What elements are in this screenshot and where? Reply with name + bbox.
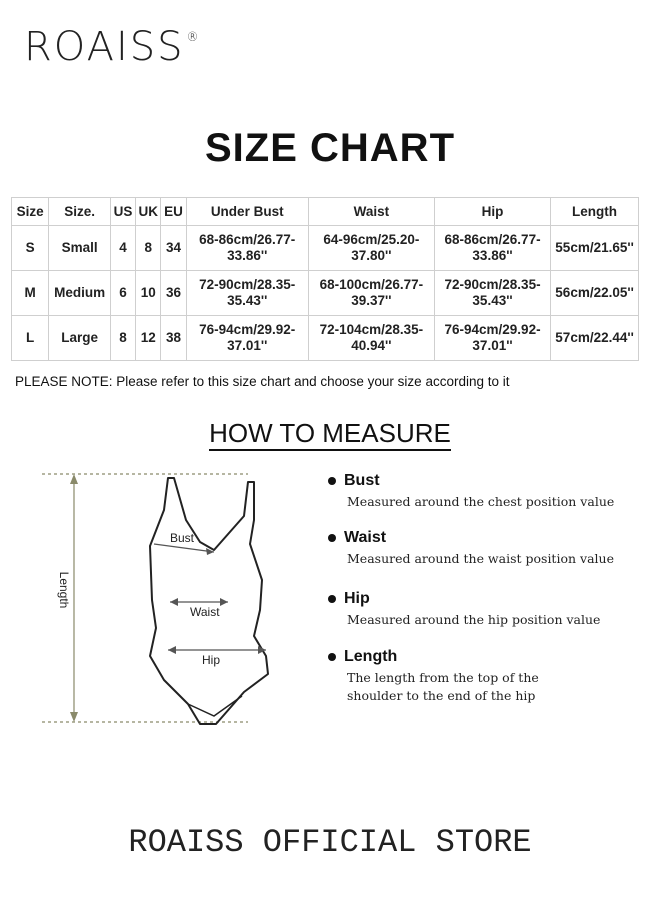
table-cell: Medium — [49, 271, 111, 316]
table-cell: 72-90cm/28.35-35.43'' — [434, 271, 550, 316]
legend-title: Bust — [344, 472, 380, 489]
col-header: Size. — [49, 198, 111, 226]
bodysuit-outline — [150, 478, 268, 724]
table-cell: 38 — [161, 316, 186, 361]
table-cell: S — [12, 226, 49, 271]
col-header: US — [110, 198, 135, 226]
table-cell: 12 — [136, 316, 161, 361]
legend-desc: The length from the top of the shoulder to the end of the hip — [347, 670, 539, 703]
table-cell: 36 — [161, 271, 186, 316]
col-header: UK — [136, 198, 161, 226]
table-row — [12, 226, 639, 271]
table-cell: 8 — [110, 316, 135, 361]
table-cell: 76-94cm/29.92-37.01'' — [434, 316, 550, 361]
table-cell: M — [12, 271, 49, 316]
bullet-icon — [328, 477, 336, 485]
table-cell: 72-90cm/28.35-35.43'' — [186, 271, 308, 316]
table-cell: 56cm/22.05'' — [551, 271, 639, 316]
table-cell: Large — [49, 316, 111, 361]
waist-arrow-right — [220, 598, 228, 606]
brand-logo — [24, 24, 201, 70]
table-header-row — [12, 198, 639, 226]
leg-opening — [188, 696, 242, 716]
how-to-measure-title — [0, 418, 660, 449]
waist-arrow-left — [170, 598, 178, 606]
legend-length — [328, 648, 598, 705]
bodysuit-diagram — [30, 460, 290, 740]
table-cell: 6 — [110, 271, 135, 316]
table-cell: 68-86cm/26.77-33.86'' — [186, 226, 308, 271]
legend-desc: Measured around the hip position value — [347, 612, 601, 627]
col-header: Under Bust — [186, 198, 308, 226]
legend-waist — [328, 529, 614, 568]
legend-desc: Measured around the chest position value — [347, 494, 615, 509]
table-cell: 68-86cm/26.77-33.86'' — [434, 226, 550, 271]
size-note: PLEASE NOTE: Please refer to this size chart and choose your size according to it — [15, 374, 510, 389]
hip-label: Hip — [202, 653, 221, 667]
table-cell: 64-96cm/25.20-37.80'' — [308, 226, 434, 271]
how-to-measure-text: HOW TO MEASURE — [209, 418, 451, 451]
size-table — [11, 197, 639, 361]
legend-title: Hip — [344, 590, 370, 607]
table-cell: 76-94cm/29.92-37.01'' — [186, 316, 308, 361]
page-title: SIZE CHART — [205, 126, 455, 170]
brand-name: ROAISS — [24, 24, 185, 70]
table-cell: 57cm/22.44'' — [551, 316, 639, 361]
table-cell: 10 — [136, 271, 161, 316]
table-row — [12, 316, 639, 361]
col-header: Hip — [434, 198, 550, 226]
table-cell: 8 — [136, 226, 161, 271]
registered-mark: ® — [186, 30, 201, 44]
table-cell: 34 — [161, 226, 186, 271]
store-footer: ROAISS OFFICIAL STORE — [128, 824, 532, 861]
legend-title: Length — [344, 648, 398, 665]
legend-bust — [328, 472, 614, 511]
legend-desc: Measured around the waist position value — [347, 551, 614, 566]
bullet-icon — [328, 534, 336, 542]
col-header: Size — [12, 198, 49, 226]
length-label: Length — [57, 571, 71, 609]
col-header: Waist — [308, 198, 434, 226]
table-cell: L — [12, 316, 49, 361]
col-header: EU — [161, 198, 186, 226]
table-cell: 4 — [110, 226, 135, 271]
waist-label: Waist — [190, 605, 220, 619]
table-cell: 72-104cm/28.35-40.94'' — [308, 316, 434, 361]
table-cell: Small — [49, 226, 111, 271]
table-cell: 68-100cm/26.77-39.37'' — [308, 271, 434, 316]
bust-label: Bust — [170, 531, 195, 545]
legend-title: Waist — [344, 529, 387, 546]
table-cell: 55cm/21.65'' — [551, 226, 639, 271]
hip-arrow-left — [168, 646, 176, 654]
table-row — [12, 271, 639, 316]
bullet-icon — [328, 653, 336, 661]
length-arrow-top — [70, 474, 78, 484]
length-arrow-bottom — [70, 712, 78, 722]
bullet-icon — [328, 595, 336, 603]
legend-hip — [328, 590, 600, 629]
col-header: Length — [551, 198, 639, 226]
